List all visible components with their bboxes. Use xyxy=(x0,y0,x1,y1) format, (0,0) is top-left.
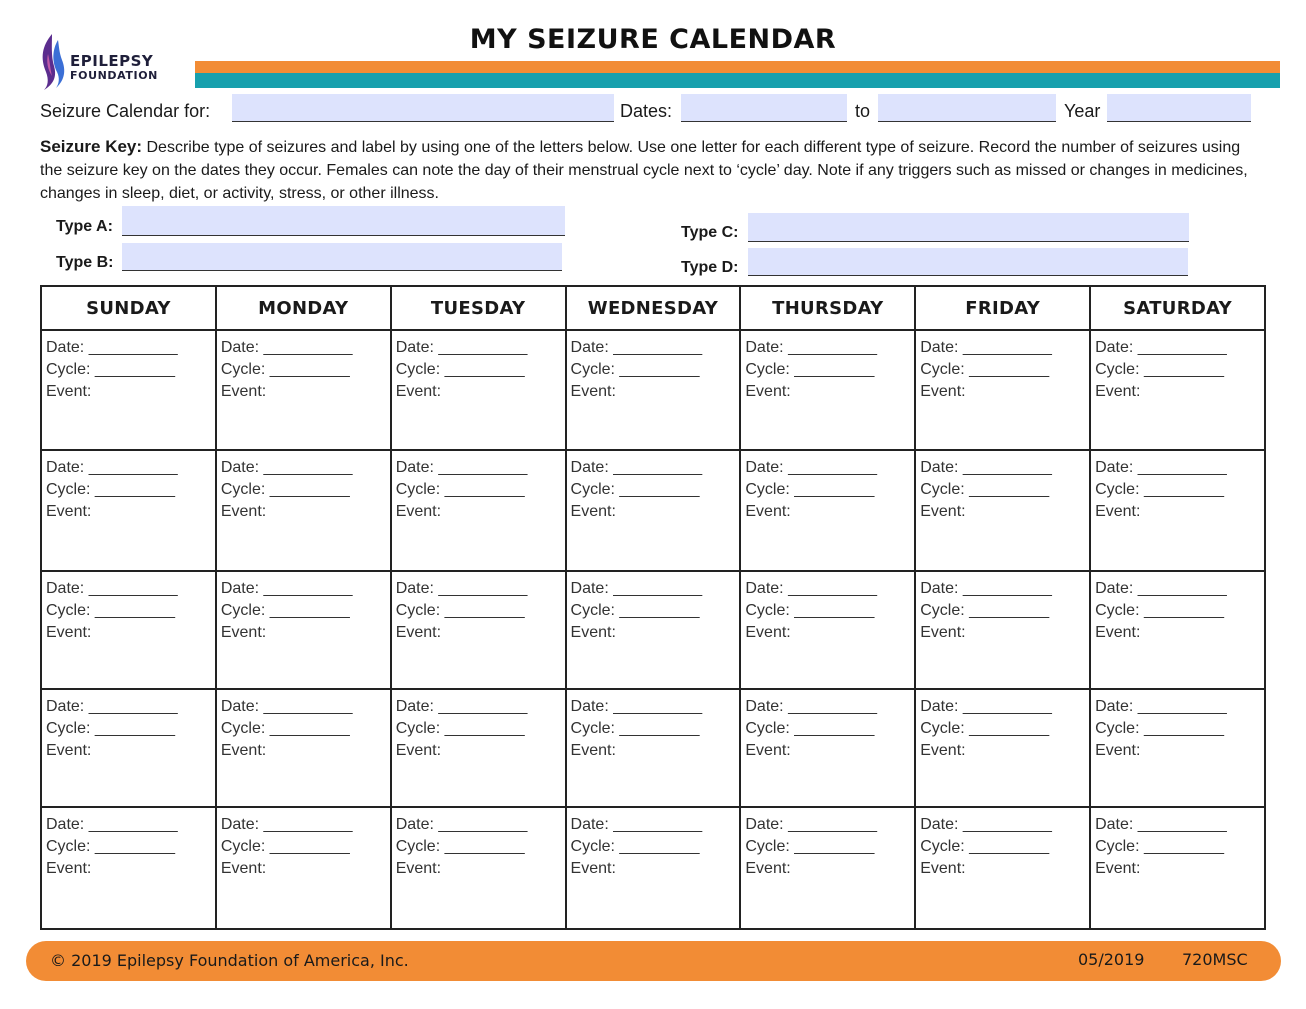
calendar-day-cell[interactable] xyxy=(566,571,741,689)
calendar-day-cell[interactable] xyxy=(216,571,391,689)
seizure-key-heading: Seizure Key: xyxy=(40,137,143,156)
calendar-day-cell[interactable] xyxy=(740,450,915,571)
calendar-day-cell[interactable] xyxy=(566,807,741,929)
cell-cycle-line: Cycle: _________ xyxy=(395,361,525,378)
type-d-field[interactable] xyxy=(748,248,1188,276)
cell-event-line: Event: xyxy=(1095,624,1141,641)
seizure-calendar-grid xyxy=(40,285,1266,930)
cell-event-line: Event: xyxy=(570,503,616,520)
cell-event-line: Event: xyxy=(920,503,966,520)
seizure-key-text: Describe type of seizures and label by using one of the letters below. Use one letter for each different type of seizure. Record the number of seizures using the seizure key on the dates they occur. Females can note the day of their menstrual cycle next to ‘cycle’ day. Note if any triggers such as missed or changes in medicines, changes in sleep, diet, or activity, stress, or other illness. xyxy=(40,139,1248,202)
calendar-day-cell[interactable] xyxy=(566,689,741,807)
cell-cycle-line: Cycle: _________ xyxy=(220,481,350,498)
copyright-text: © 2019 Epilepsy Foundation of America, Inc. xyxy=(50,951,409,970)
calendar-for-label: Seizure Calendar for: xyxy=(40,101,211,121)
cell-event-line: Event: xyxy=(220,503,267,520)
cell-cycle-line: Cycle: _________ xyxy=(920,720,1050,737)
calendar-day-cell[interactable] xyxy=(216,330,391,450)
cell-cycle-line: Cycle: _________ xyxy=(1095,838,1225,855)
header-orange-stripe xyxy=(195,61,1280,73)
weekday-header: SUNDAY xyxy=(41,286,216,330)
document-code: 720MSC xyxy=(1182,950,1248,969)
calendar-week-row xyxy=(41,807,1265,929)
cell-event-line: Event: xyxy=(1095,503,1141,520)
cell-cycle-line: Cycle: _________ xyxy=(1095,481,1225,498)
cell-date-line: Date: __________ xyxy=(745,339,878,356)
cell-date-line: Date: __________ xyxy=(46,698,178,715)
calendar-day-cell[interactable] xyxy=(915,807,1090,929)
cell-date-line: Date: __________ xyxy=(920,459,1052,476)
type-c-label: Type C: xyxy=(681,224,739,241)
cell-date-line: Date: __________ xyxy=(46,339,178,356)
cell-date-line: Date: __________ xyxy=(220,816,353,833)
calendar-day-cell[interactable] xyxy=(740,330,915,450)
cell-cycle-line: Cycle: _________ xyxy=(920,481,1050,498)
cell-date-line: Date: __________ xyxy=(570,580,703,597)
calendar-week-row xyxy=(41,330,1265,450)
cell-event-line: Event: xyxy=(46,383,92,400)
type-a-label: Type A: xyxy=(56,218,113,235)
cell-date-line: Date: __________ xyxy=(745,816,878,833)
weekday-header: SATURDAY xyxy=(1090,286,1265,330)
cell-cycle-line: Cycle: _________ xyxy=(745,361,875,378)
cell-cycle-line: Cycle: _________ xyxy=(1095,361,1225,378)
cell-date-line: Date: __________ xyxy=(1095,459,1227,476)
cell-date-line: Date: __________ xyxy=(920,816,1052,833)
weekday-header: WEDNESDAY xyxy=(566,286,741,330)
cell-date-line: Date: __________ xyxy=(1095,580,1227,597)
cell-event-line: Event: xyxy=(46,860,92,877)
calendar-day-cell[interactable] xyxy=(740,689,915,807)
type-c-field[interactable] xyxy=(748,213,1189,242)
cell-event-line: Event: xyxy=(745,742,791,759)
calendar-day-cell[interactable] xyxy=(1090,807,1265,929)
cell-cycle-line: Cycle: _________ xyxy=(570,602,700,619)
calendar-for-field[interactable] xyxy=(232,94,614,122)
cell-event-line: Event: xyxy=(46,503,92,520)
cell-date-line: Date: __________ xyxy=(395,816,528,833)
cell-date-line: Date: __________ xyxy=(920,339,1052,356)
cell-event-line: Event: xyxy=(395,383,442,400)
cell-date-line: Date: __________ xyxy=(220,580,353,597)
cell-event-line: Event: xyxy=(920,860,966,877)
cell-event-line: Event: xyxy=(46,624,92,641)
cell-event-line: Event: xyxy=(220,742,267,759)
calendar-day-cell[interactable] xyxy=(391,330,566,450)
logo-text-foundation: FOUNDATION xyxy=(70,69,158,82)
calendar-day-cell[interactable] xyxy=(391,571,566,689)
cell-date-line: Date: __________ xyxy=(395,580,528,597)
cell-event-line: Event: xyxy=(745,624,791,641)
cell-cycle-line: Cycle: _________ xyxy=(395,720,525,737)
calendar-day-cell[interactable] xyxy=(740,571,915,689)
cell-date-line: Date: __________ xyxy=(220,339,353,356)
cell-event-line: Event: xyxy=(395,503,442,520)
calendar-day-cell[interactable] xyxy=(1090,450,1265,571)
cell-date-line: Date: __________ xyxy=(395,698,528,715)
calendar-week-row xyxy=(41,689,1265,807)
cell-event-line: Event: xyxy=(46,742,92,759)
weekday-header: MONDAY xyxy=(216,286,391,330)
cell-date-line: Date: __________ xyxy=(1095,339,1227,356)
cell-date-line: Date: __________ xyxy=(570,698,703,715)
calendar-week-row xyxy=(41,450,1265,571)
cell-event-line: Event: xyxy=(395,860,442,877)
type-d-label: Type D: xyxy=(681,259,739,276)
cell-date-line: Date: __________ xyxy=(570,816,703,833)
weekday-header: TUESDAY xyxy=(391,286,566,330)
cell-cycle-line: Cycle: _________ xyxy=(745,481,875,498)
cell-date-line: Date: __________ xyxy=(46,580,178,597)
calendar-day-cell[interactable] xyxy=(391,807,566,929)
calendar-day-cell[interactable] xyxy=(915,450,1090,571)
cell-cycle-line: Cycle: _________ xyxy=(570,720,700,737)
calendar-week-row xyxy=(41,571,1265,689)
cell-cycle-line: Cycle: _________ xyxy=(920,602,1050,619)
cell-cycle-line: Cycle: _________ xyxy=(220,361,350,378)
cell-cycle-line: Cycle: _________ xyxy=(46,838,175,855)
weekday-header: FRIDAY xyxy=(915,286,1090,330)
cell-event-line: Event: xyxy=(745,503,791,520)
cell-cycle-line: Cycle: _________ xyxy=(220,602,350,619)
cell-cycle-line: Cycle: _________ xyxy=(920,361,1050,378)
cell-event-line: Event: xyxy=(570,624,616,641)
cell-date-line: Date: __________ xyxy=(220,698,353,715)
cell-date-line: Date: __________ xyxy=(745,698,878,715)
calendar-day-cell[interactable] xyxy=(41,450,216,571)
calendar-day-cell[interactable] xyxy=(216,450,391,571)
calendar-day-cell[interactable] xyxy=(216,689,391,807)
cell-cycle-line: Cycle: _________ xyxy=(570,361,700,378)
cell-cycle-line: Cycle: _________ xyxy=(220,720,350,737)
type-b-field[interactable] xyxy=(122,243,562,271)
cell-event-line: Event: xyxy=(395,624,442,641)
cell-event-line: Event: xyxy=(395,742,442,759)
cell-event-line: Event: xyxy=(1095,860,1141,877)
cell-date-line: Date: __________ xyxy=(920,580,1052,597)
logo-text-epilepsy: EPILEPSY xyxy=(70,52,154,70)
cell-cycle-line: Cycle: _________ xyxy=(395,481,525,498)
cell-date-line: Date: __________ xyxy=(220,459,353,476)
cell-event-line: Event: xyxy=(920,383,966,400)
cell-date-line: Date: __________ xyxy=(395,459,528,476)
cell-cycle-line: Cycle: _________ xyxy=(920,838,1050,855)
calendar-day-cell[interactable] xyxy=(41,689,216,807)
cell-cycle-line: Cycle: _________ xyxy=(745,720,875,737)
year-field[interactable] xyxy=(1107,94,1251,122)
calendar-day-cell[interactable] xyxy=(915,689,1090,807)
cell-cycle-line: Cycle: _________ xyxy=(46,481,175,498)
cell-event-line: Event: xyxy=(745,383,791,400)
cell-event-line: Event: xyxy=(220,383,267,400)
cell-date-line: Date: __________ xyxy=(46,459,178,476)
cell-cycle-line: Cycle: _________ xyxy=(395,602,525,619)
cell-date-line: Date: __________ xyxy=(570,339,703,356)
page-title: MY SEIZURE CALENDAR xyxy=(469,24,837,55)
cell-cycle-line: Cycle: _________ xyxy=(745,602,875,619)
calendar-day-cell[interactable] xyxy=(391,689,566,807)
cell-cycle-line: Cycle: _________ xyxy=(46,361,175,378)
cell-event-line: Event: xyxy=(1095,383,1141,400)
calendar-day-cell[interactable] xyxy=(216,807,391,929)
weekday-header-row xyxy=(41,286,1265,330)
cell-cycle-line: Cycle: _________ xyxy=(395,838,525,855)
cell-event-line: Event: xyxy=(220,860,267,877)
footer-bar xyxy=(26,941,1281,981)
cell-date-line: Date: __________ xyxy=(46,816,178,833)
seizure-key-paragraph xyxy=(40,135,1265,205)
dates-to-field[interactable] xyxy=(878,94,1056,122)
cell-event-line: Event: xyxy=(570,860,616,877)
cell-cycle-line: Cycle: _________ xyxy=(745,838,875,855)
calendar-day-cell[interactable] xyxy=(391,450,566,571)
revision-date: 05/2019 xyxy=(1078,950,1145,969)
calendar-day-cell[interactable] xyxy=(566,330,741,450)
calendar-day-cell[interactable] xyxy=(566,450,741,571)
to-label: to xyxy=(855,101,871,121)
type-b-label: Type B: xyxy=(56,254,114,271)
cell-cycle-line: Cycle: _________ xyxy=(570,838,700,855)
cell-date-line: Date: __________ xyxy=(570,459,703,476)
cell-date-line: Date: __________ xyxy=(745,580,878,597)
cell-event-line: Event: xyxy=(1095,742,1141,759)
dates-from-field[interactable] xyxy=(681,94,847,122)
calendar-day-cell[interactable] xyxy=(41,807,216,929)
cell-event-line: Event: xyxy=(920,624,966,641)
cell-cycle-line: Cycle: _________ xyxy=(46,720,175,737)
header-teal-stripe xyxy=(195,73,1280,88)
cell-date-line: Date: __________ xyxy=(395,339,528,356)
cell-cycle-line: Cycle: _________ xyxy=(46,602,175,619)
cell-date-line: Date: __________ xyxy=(1095,698,1227,715)
year-label: Year xyxy=(1064,101,1101,121)
cell-event-line: Event: xyxy=(570,742,616,759)
calendar-day-cell[interactable] xyxy=(41,330,216,450)
calendar-day-cell[interactable] xyxy=(1090,330,1265,450)
cell-event-line: Event: xyxy=(920,742,966,759)
cell-event-line: Event: xyxy=(745,860,791,877)
cell-date-line: Date: __________ xyxy=(920,698,1052,715)
calendar-day-cell[interactable] xyxy=(1090,571,1265,689)
calendar-day-cell[interactable] xyxy=(740,807,915,929)
dates-label: Dates: xyxy=(620,101,673,121)
calendar-day-cell[interactable] xyxy=(915,571,1090,689)
cell-event-line: Event: xyxy=(220,624,267,641)
type-a-field[interactable] xyxy=(122,206,565,236)
cell-cycle-line: Cycle: _________ xyxy=(1095,602,1225,619)
calendar-day-cell[interactable] xyxy=(915,330,1090,450)
cell-cycle-line: Cycle: _________ xyxy=(1095,720,1225,737)
weekday-header: THURSDAY xyxy=(740,286,915,330)
calendar-day-cell[interactable] xyxy=(41,571,216,689)
cell-date-line: Date: __________ xyxy=(1095,816,1227,833)
cell-date-line: Date: __________ xyxy=(745,459,878,476)
calendar-day-cell[interactable] xyxy=(1090,689,1265,807)
cell-event-line: Event: xyxy=(570,383,616,400)
cell-cycle-line: Cycle: _________ xyxy=(220,838,350,855)
cell-cycle-line: Cycle: _________ xyxy=(570,481,700,498)
